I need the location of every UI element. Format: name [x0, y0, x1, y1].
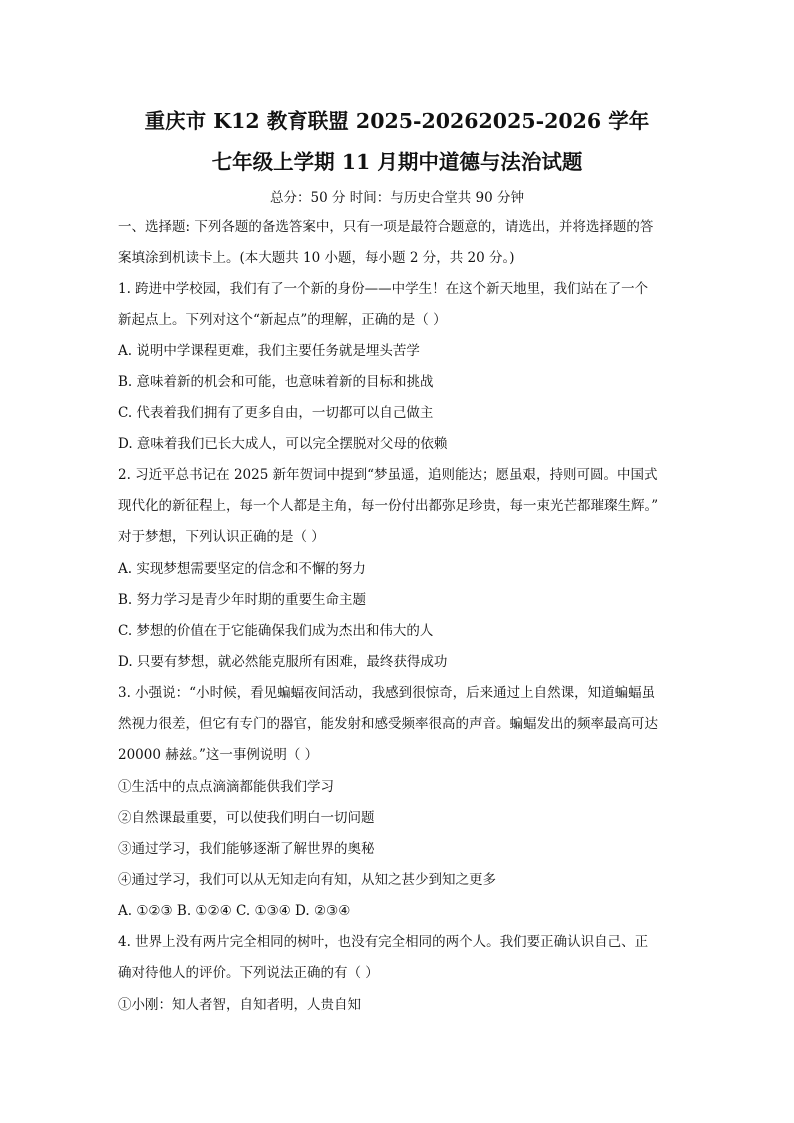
q3-item4: ④通过学习，我们可以从无知走向有知，从知之甚少到知之更多 [118, 872, 496, 888]
q1-option-c: C. 代表着我们拥有了更多自由，一切都可以自己做主 [118, 405, 434, 421]
q4-item1: ①小刚：知人者智，自知者明，人贵自知 [118, 997, 361, 1013]
q2-stem-line1: 2. 习近平总书记在 2025 新年贺词中提到“梦虽遥，追则能达；愿虽艰，持则可圆。中国式 [118, 467, 658, 483]
q3-options: A. ①②③ B. ①②④ C. ①③④ D. ②③④ [118, 903, 351, 919]
q3-item1: ①生活中的点点滴滴都能供我们学习 [118, 779, 334, 795]
q1-stem-line2: 新起点上。下列对这个“新起点”的理解，正确的是（ ） [118, 312, 447, 328]
q4-stem-line1: 4. 世界上没有两片完全相同的树叶，也没有完全相同的两个人。我们要正确认识自己、正 [118, 934, 649, 950]
section-intro-line2: 案填涂到机读卡上。(本大题共 10 小题，每小题 2 分，共 20 分。) [118, 250, 515, 266]
q4-stem-line2: 确对待他人的评价。下列说法正确的有（ ） [118, 965, 379, 981]
exam-title-line1: 重庆市 K12 教育联盟 2025-20262025-2026 学年 [144, 109, 650, 133]
exam-meta: 总分：50 分 时间：与历史合堂共 90 分钟 [269, 190, 525, 206]
q2-stem-line2: 现代化的新征程上，每一个人都是主角，每一份付出都弥足珍贵，每一束光芒都璀璨生辉。” [118, 498, 659, 514]
q1-option-a: A. 说明中学课程更难，我们主要任务就是埋头苦学 [118, 343, 420, 359]
q2-stem-line3: 对于梦想，下列认识正确的是（ ） [118, 529, 325, 545]
exam-title-line2: 七年级上学期 11 月期中道德与法治试题 [211, 150, 583, 174]
q1-stem-line1: 1. 跨进中学校园，我们有了一个新的身份——中学生！在这个新天地里，我们站在了一个 [118, 281, 649, 297]
q3-item3: ③通过学习，我们能够逐渐了解世界的奥秘 [118, 841, 375, 857]
q1-option-d: D. 意味着我们已长大成人，可以完全摆脱对父母的依赖 [118, 436, 448, 452]
q2-option-a: A. 实现梦想需要坚定的信念和不懈的努力 [118, 561, 366, 577]
q2-option-c: C. 梦想的价值在于它能确保我们成为杰出和伟大的人 [118, 623, 434, 639]
q2-option-b: B. 努力学习是青少年时期的重要生命主题 [118, 592, 367, 608]
section-intro-line1: 一、选择题: 下列各题的备选答案中，只有一项是最符合题意的，请选出，并将选择题的答 [118, 219, 654, 235]
q2-option-d: D. 只要有梦想，就必然能克服所有困难，最终获得成功 [118, 654, 448, 670]
q3-item2: ②自然课最重要，可以使我们明白一切问题 [118, 810, 375, 826]
q1-option-b: B. 意味着新的机会和可能，也意味着新的目标和挑战 [118, 374, 434, 390]
q3-stem-line3: 20000 赫兹。”这一事例说明（ ） [118, 747, 319, 763]
q3-stem-line1: 3. 小强说：“小时候，看见蝙蝠夜间活动，我感到很惊奇，后来通过上自然课，知道蝙蝠虽 [118, 685, 656, 701]
q3-stem-line2: 然视力很差，但它有专门的器官，能发射和感受频率很高的声音。蝙蝠发出的频率最高可达 [118, 716, 658, 732]
